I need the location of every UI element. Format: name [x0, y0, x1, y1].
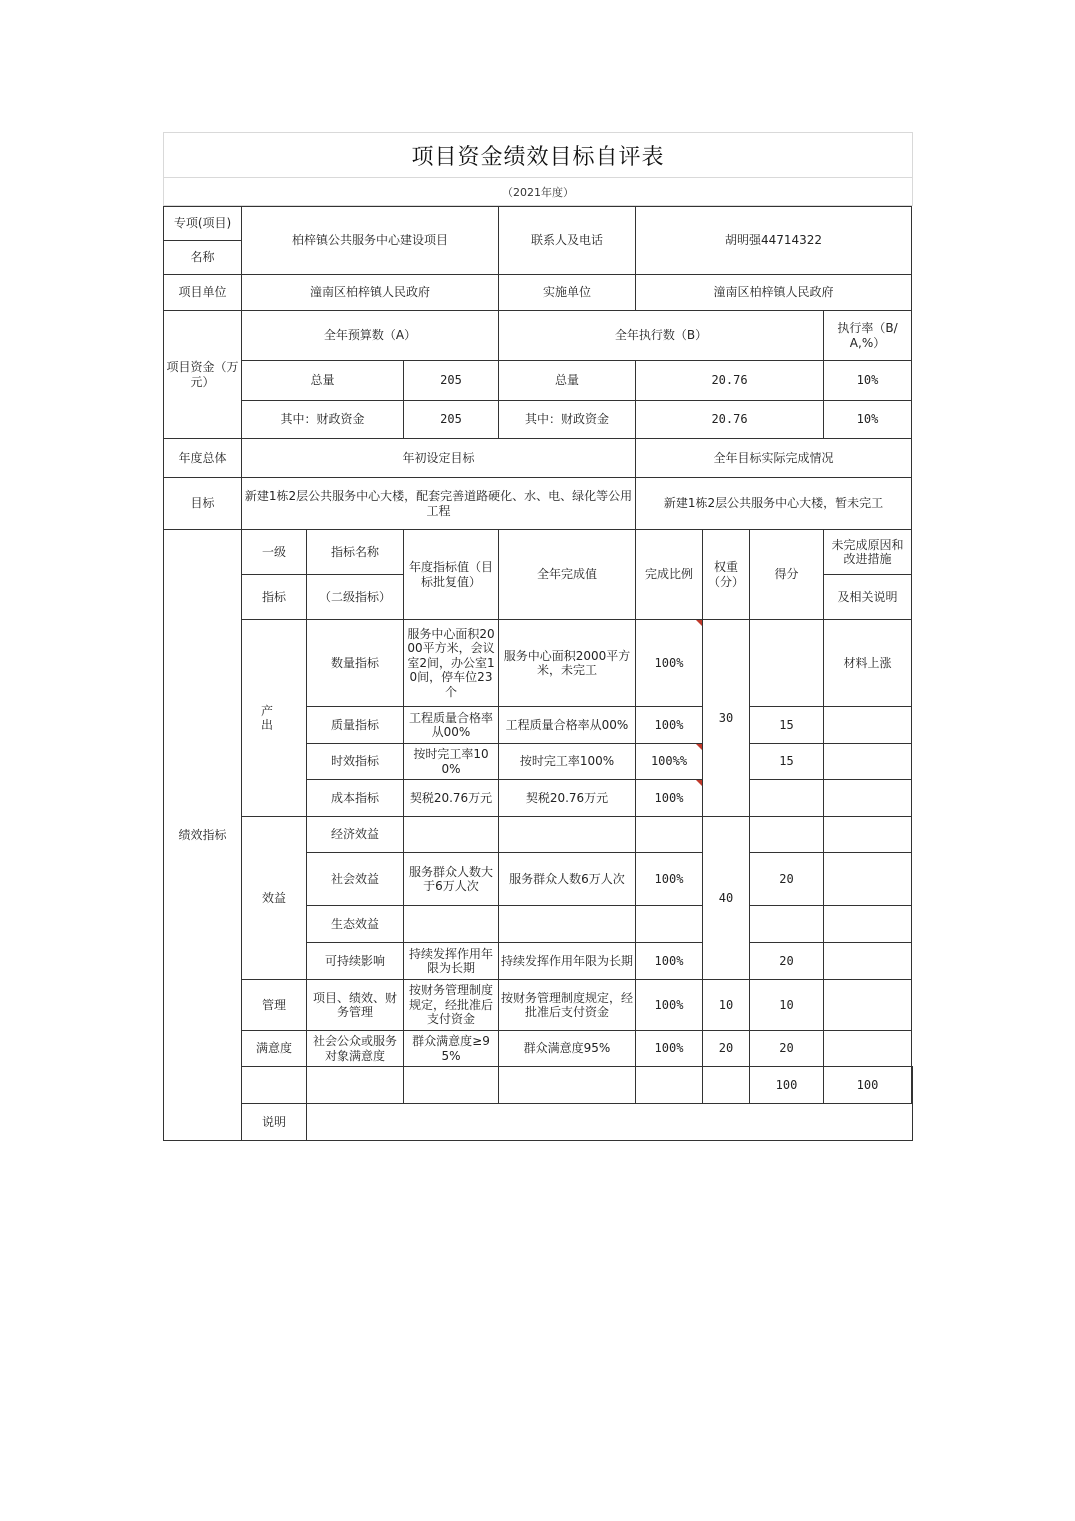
- timeliness-ratio: 100%%: [636, 744, 703, 780]
- satisfy-weight: 20: [703, 1031, 750, 1067]
- sustain-ratio: 100%: [636, 943, 703, 980]
- cost-ratio: 100%: [636, 780, 703, 817]
- ecological-target: [404, 906, 499, 943]
- quality-score: 15: [750, 707, 824, 744]
- total-reason: [912, 1067, 913, 1104]
- rate-fiscal: 10%: [824, 401, 912, 439]
- manage-actual: 按财务管理制度规定，经批准后支付资金: [499, 980, 636, 1031]
- goal-actual-header: 全年目标实际完成情况: [636, 439, 912, 478]
- timeliness-target: 按时完工率100%: [404, 744, 499, 780]
- social-score: 20: [750, 853, 824, 906]
- manage-name: 项目、绩效、财务管理: [307, 980, 404, 1031]
- timeliness-reason: [824, 744, 912, 780]
- quantity-actual: 服务中心面积2000平方米，未完工: [499, 620, 636, 707]
- quantity-target: 服务中心面积2000平方米，会议室2间，办公室10间，停车位23个: [404, 620, 499, 707]
- ecological-reason: [824, 906, 912, 943]
- output-weight: 30: [703, 620, 750, 817]
- satisfy-ratio: 100%: [636, 1031, 703, 1067]
- ecological-actual: [499, 906, 636, 943]
- cost-name: 成本指标: [307, 780, 404, 817]
- satisfy-actual: 群众满意度95%: [499, 1031, 636, 1067]
- h-score: 得分: [750, 530, 824, 620]
- h-reason-b: 及相关说明: [824, 575, 912, 620]
- quality-name: 质量指标: [307, 707, 404, 744]
- economic-name: 经济效益: [307, 817, 404, 853]
- quantity-reason: 材料上涨: [824, 620, 912, 707]
- note-value: [307, 1104, 913, 1141]
- quality-target: 工程质量合格率从00%: [404, 707, 499, 744]
- ecological-name: 生态效益: [307, 906, 404, 943]
- sustain-target: 持续发挥作用年限为长期: [404, 943, 499, 980]
- timeliness-score: 15: [750, 744, 824, 780]
- project-unit: 潼南区柏梓镇人民政府: [242, 275, 499, 311]
- impl-unit: 潼南区柏梓镇人民政府: [636, 275, 912, 311]
- manage-label: 管理: [242, 980, 307, 1031]
- perf-label: 绩效指标: [164, 530, 242, 1141]
- economic-score: [750, 817, 824, 853]
- exec-header: 全年执行数（B）: [499, 311, 824, 361]
- project-unit-label: 项目单位: [164, 275, 242, 311]
- h-name-a: 指标名称: [307, 530, 404, 575]
- social-ratio: 100%: [636, 853, 703, 906]
- h-actual: 全年完成值: [499, 530, 636, 620]
- rate-total: 10%: [824, 361, 912, 401]
- manage-target: 按财务管理制度规定，经批准后支付资金: [404, 980, 499, 1031]
- ecological-ratio: [636, 906, 703, 943]
- sheet-year: （2021年度）: [163, 177, 913, 206]
- timeliness-name: 时效指标: [307, 744, 404, 780]
- social-target: 服务群众人数大于6万人次: [404, 853, 499, 906]
- economic-ratio: [636, 817, 703, 853]
- contact-label: 联系人及电话: [499, 207, 636, 275]
- funds-label: 项目资金（万元）: [164, 311, 242, 439]
- manage-score: 10: [750, 980, 824, 1031]
- manage-weight: 10: [703, 980, 750, 1031]
- budget-fiscal: 205: [404, 401, 499, 439]
- total-ratio: [703, 1067, 750, 1104]
- goal-actual: 新建1栋2层公共服务中心大楼，暂未完工: [636, 478, 912, 530]
- total-actual: [636, 1067, 703, 1104]
- social-actual: 服务群众人数6万人次: [499, 853, 636, 906]
- budget-total-label: 总量: [242, 361, 404, 401]
- h-level1-b: 指标: [242, 575, 307, 620]
- h-target: 年度指标值（目标批复值）: [404, 530, 499, 620]
- impl-unit-label: 实施单位: [499, 275, 636, 311]
- satisfy-reason: [824, 1031, 912, 1067]
- budget-fiscal-label: 其中：财政资金: [242, 401, 404, 439]
- evaluation-sheet: [163, 132, 913, 1141]
- h-ratio: 完成比例: [636, 530, 703, 620]
- economic-target: [404, 817, 499, 853]
- output-label: 产 出: [242, 620, 307, 817]
- benefit-weight: 40: [703, 817, 750, 980]
- quantity-name: 数量指标: [307, 620, 404, 707]
- h-level1-a: 一级: [242, 530, 307, 575]
- timeliness-actual: 按时完工率100%: [499, 744, 636, 780]
- rate-header: 执行率（B/A,%）: [824, 311, 912, 361]
- total-target: [499, 1067, 636, 1104]
- budget-header: 全年预算数（A）: [242, 311, 499, 361]
- quality-actual: 工程质量合格率从00%: [499, 707, 636, 744]
- total-weight: 100: [750, 1067, 824, 1104]
- manage-ratio: 100%: [636, 980, 703, 1031]
- exec-total-label: 总量: [499, 361, 636, 401]
- social-reason: [824, 853, 912, 906]
- sustain-actual: 持续发挥作用年限为长期: [499, 943, 636, 980]
- cost-reason: [824, 780, 912, 817]
- sustain-reason: [824, 943, 912, 980]
- exec-total: 20.76: [636, 361, 824, 401]
- cost-actual: 契税20.76万元: [499, 780, 636, 817]
- total-label: [242, 1067, 307, 1104]
- sheet-title: 项目资金绩效目标自评表: [163, 132, 913, 177]
- contact-value: 胡明强44714322: [636, 207, 912, 275]
- total-score: 100: [824, 1067, 912, 1104]
- budget-total: 205: [404, 361, 499, 401]
- h-reason-a: 未完成原因和改进措施: [824, 530, 912, 575]
- sustain-score: 20: [750, 943, 824, 980]
- benefit-label: 效益: [242, 817, 307, 980]
- satisfy-score: 20: [750, 1031, 824, 1067]
- exec-fiscal: 20.76: [636, 401, 824, 439]
- goal-set: 新建1栋2层公共服务中心大楼，配套完善道路硬化、水、电、绿化等公用工程: [242, 478, 636, 530]
- project-name-label: 专项(项目): [164, 207, 242, 241]
- cost-target: 契税20.76万元: [404, 780, 499, 817]
- note-label: 说明: [242, 1104, 307, 1141]
- manage-reason: [824, 980, 912, 1031]
- economic-actual: [499, 817, 636, 853]
- satisfy-target: 群众满意度≥95%: [404, 1031, 499, 1067]
- project-name: 柏梓镇公共服务中心建设项目: [242, 207, 499, 275]
- evaluation-table: [163, 206, 913, 1141]
- goal-label-2: 目标: [164, 478, 242, 530]
- sustain-name: 可持续影响: [307, 943, 404, 980]
- h-name-b: （二级指标）: [307, 575, 404, 620]
- satisfy-label: 满意度: [242, 1031, 307, 1067]
- economic-reason: [824, 817, 912, 853]
- quantity-ratio: 100%: [636, 620, 703, 707]
- h-weight: 权重（分）: [703, 530, 750, 620]
- satisfy-name: 社会公众或服务对象满意度: [307, 1031, 404, 1067]
- exec-fiscal-label: 其中：财政资金: [499, 401, 636, 439]
- quality-reason: [824, 707, 912, 744]
- social-name: 社会效益: [307, 853, 404, 906]
- goal-set-header: 年初设定目标: [242, 439, 636, 478]
- cost-score: [750, 780, 824, 817]
- ecological-score: [750, 906, 824, 943]
- project-name-label-2: 名称: [164, 241, 242, 275]
- total-level1: [307, 1067, 404, 1104]
- goal-label: 年度总体: [164, 439, 242, 478]
- quantity-score: [750, 620, 824, 707]
- total-name: [404, 1067, 499, 1104]
- quality-ratio: 100%: [636, 707, 703, 744]
